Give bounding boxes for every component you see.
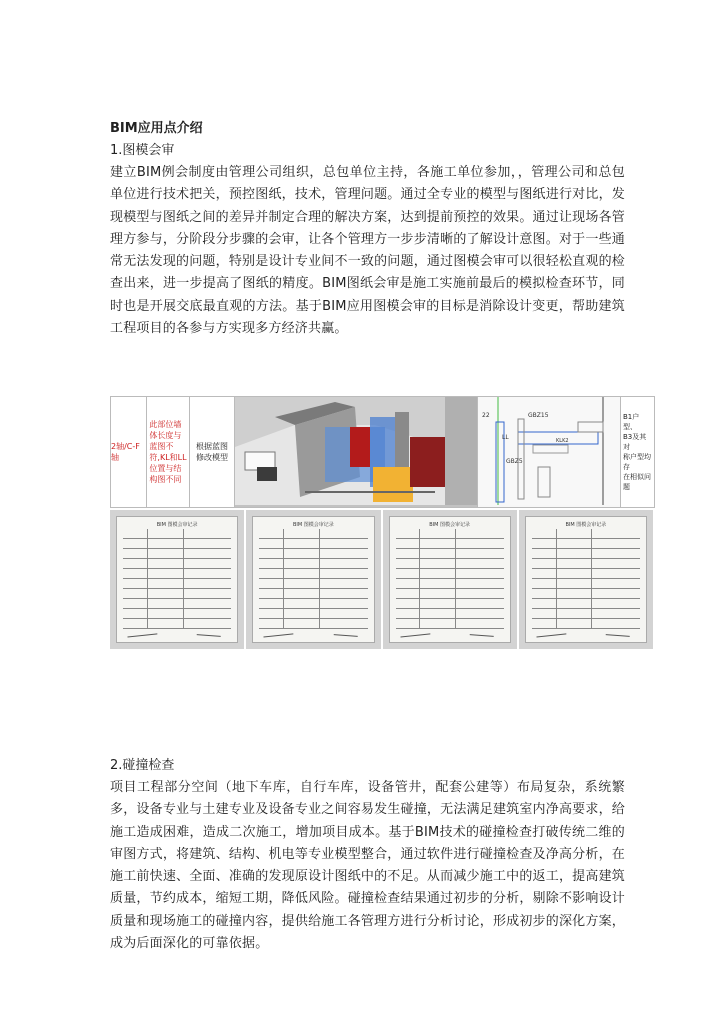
- section-heading: BIM应用点介绍: [110, 121, 203, 136]
- issue-text: 此部位墙 体长度与 蓝图不 符,KL和LL 位置与结 构图不同: [149, 420, 187, 484]
- cad-label-gbz5: GBZ5: [506, 458, 523, 465]
- note-text: B1户型、 B3及其对 称户型均存 在相似问题: [623, 413, 651, 491]
- table-cell-action: [190, 397, 235, 507]
- form-sheet: [252, 516, 374, 643]
- signature: [399, 625, 430, 637]
- table-cell-location: [111, 397, 147, 507]
- signature: [197, 626, 222, 637]
- figure-review-table: [110, 396, 655, 508]
- location-text: 2轴/C-F轴: [111, 442, 140, 462]
- cad-label-klk2: KLK2: [556, 438, 569, 444]
- cad-label-ll: LL: [502, 434, 509, 441]
- form-title: BIM 图模会审记录: [429, 522, 471, 528]
- subsection-title-review: 1.图模会审: [110, 143, 175, 158]
- section-bim-intro: [110, 118, 625, 340]
- paragraph-review: 建立BIM例会制度由管理公司组织，总包单位主持，各施工单位参加，，管理公司和总包单位进行技术把关，预控图纸，技术，管理问题。通过全专业的模型与图纸进行对比，发现模型与图纸之间的差异并制定合理的解决方案，达到提前预控的效果。通过让现场各管理方参与，分阶段分步骤的会审，让各个管理方一步步清晰的了解设计意图。对于一些通常无法发现的问题，特别是设计专业间不一致的问题，通过图模会审可以很轻松直观的检查出来，进一步提高了图纸的精度。BIM图纸会审是施工实施前最后的模拟检查环节，同时也是开展交底最直观的方法。基于BIM应用图模会审的目标是消除设计变更，帮助建筑工程项目的各参与方实现多方经济共赢。: [110, 165, 625, 337]
- cad-drawing: [478, 397, 621, 507]
- bim-model-render: [235, 397, 478, 507]
- form-title: BIM 图模会审记录: [565, 522, 607, 528]
- form-sheet: [525, 516, 647, 643]
- form-sheet: [116, 516, 238, 643]
- signature: [263, 625, 294, 637]
- section-clash-detection: [110, 755, 625, 955]
- signature: [333, 626, 358, 637]
- form-title: BIM 图模会审记录: [156, 522, 198, 528]
- paragraph-clash: 项目工程部分空间（地下车库，自行车库，设备管井，配套公建等）布局复杂，系统繁多，设备专业与土建专业及设备专业之间容易发生碰撞，无法满足建筑室内净高要求，给施工造成困难，造成二次施工，增加项目成本。基于BIM技术的碰撞检查打破传统二维的审图方式，将建筑、结构、机电等专业模型整合，通过软件进行碰撞检查及净高分析，在施工前快速、全面、准确的发现原设计图纸中的不足。从而减少施工中的返工，提高建筑质量，节约成本，缩短工期，降低风险。碰撞检查结果通过初步的分析，剔除不影响设计质量和现场施工的碰撞内容，提供给施工各管理方进行分析讨论，形成初步的深化方案，成为后面深化的可靠依据。: [110, 780, 625, 952]
- action-text: 根据蓝图 修改模型: [196, 442, 228, 462]
- signature: [127, 625, 158, 637]
- form-sheet: [389, 516, 511, 643]
- signature: [469, 626, 494, 637]
- subsection-title-clash: 2.碰撞检查: [110, 758, 175, 773]
- table-cell-issue: [147, 397, 190, 507]
- figure-review-forms: [110, 510, 653, 649]
- table-cell-note: [621, 397, 654, 507]
- signature: [535, 625, 566, 637]
- cad-label-22: 22: [482, 412, 490, 419]
- cad-label-gbz15: GBZ15: [528, 412, 549, 419]
- cad-drawing-image: [478, 397, 621, 505]
- review-form-photo: [110, 510, 246, 649]
- review-form-photo: [246, 510, 382, 649]
- review-form-photo: [519, 510, 653, 649]
- form-title: BIM 图模会审记录: [292, 522, 334, 528]
- model-render-image: [235, 397, 478, 505]
- signature: [606, 626, 631, 637]
- review-form-photo: [383, 510, 519, 649]
